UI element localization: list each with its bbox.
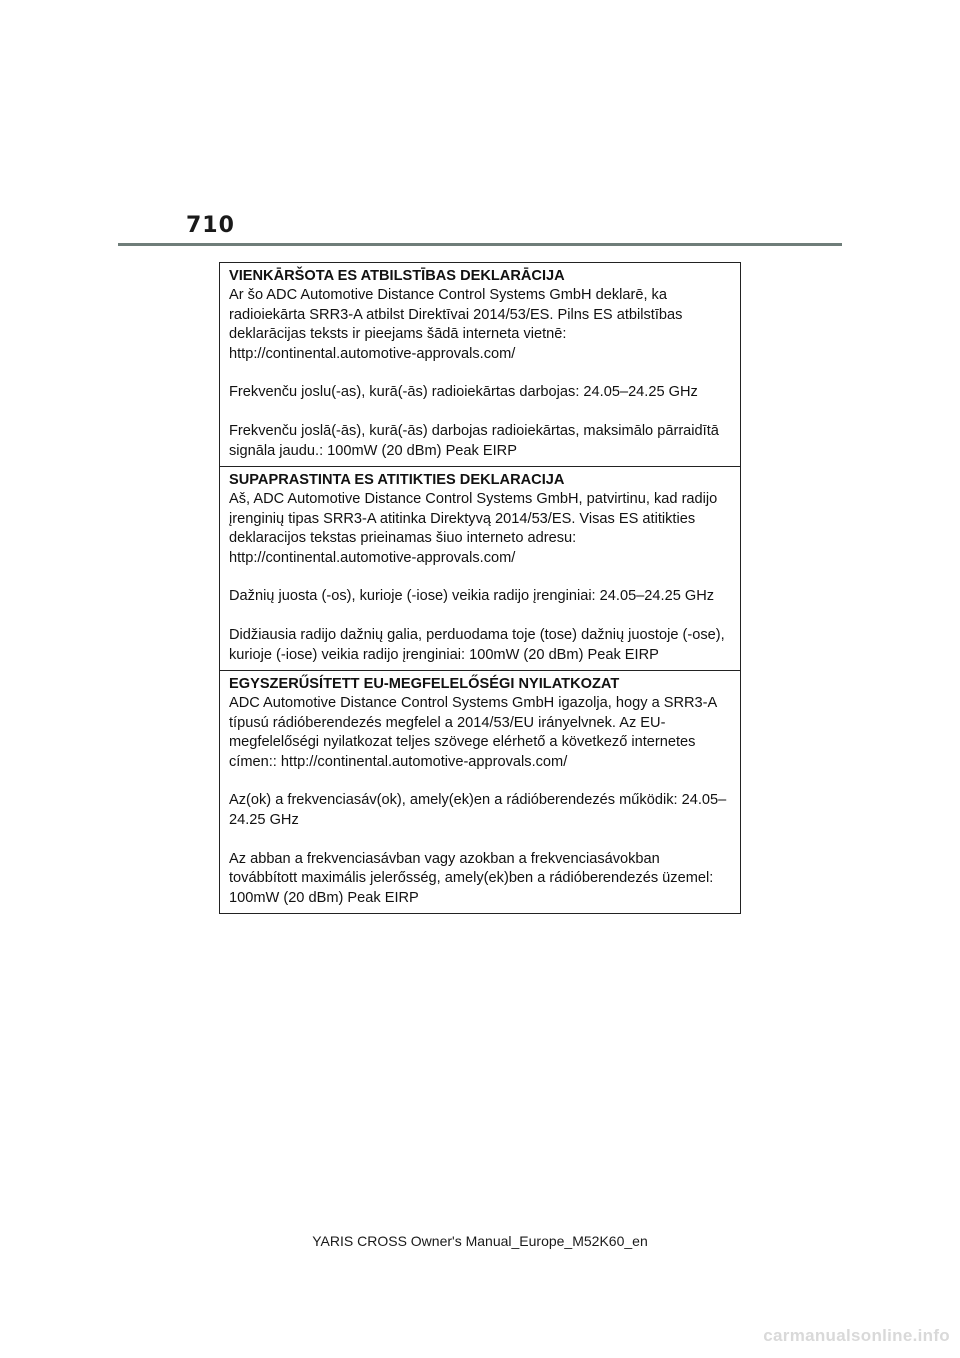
declaration-frequency: Az(ok) a frekvenciasáv(ok), amely(ek)en a rádióberendezés működik: 24.05–24.25 GHz <box>229 792 727 828</box>
declaration-body: ADC Automotive Distance Control Systems GmbH igazolja, hogy a SRR3-A típusú rádióberendezés megfelel a 2014/53/EU irányelvnek. Az EU-megfelelőségi nyilatkozat teljes szövege elérhető a következő internetes címen:: http://continental.automotive-approvals.com/ <box>229 695 717 770</box>
declaration-frequency: Dažnių juosta (-os), kurioje (-iose) veikia radijo įrenginiai: 24.05–24.25 GHz <box>229 588 715 605</box>
declaration-power: Frekvenču joslā(-ās), kurā(-ās) darbojas radioiekārtas, maksimālo pārraidītā signāla jaudu.: 100mW (20 dBm) Peak EIRP <box>229 423 719 459</box>
watermark: carmanualsonline.info <box>763 1326 950 1345</box>
declaration-lithuanian <box>220 467 740 671</box>
declaration-title: SUPAPRASTINTA ES ATITIKTIES DEKLARACIJA <box>229 472 565 489</box>
declaration-frequency: Frekvenču joslu(-as), kurā(-ās) radioiekārtas darbojas: 24.05–24.25 GHz <box>229 384 698 401</box>
declaration-title: VIENKĀRŠOTA ES ATBILSTĪBAS DEKLARĀCIJA <box>229 268 565 284</box>
header-rule <box>118 243 842 246</box>
declaration-power: Didžiausia radijo dažnių galia, perduodama toje (tose) dažnių juostoje (-ose), kurioje (-iose) veikia radijo įrenginiai: 100mW (20 dBm) Peak EIRP <box>229 627 725 663</box>
declaration-hungarian <box>220 671 740 913</box>
declaration-title: EGYSZERŰSÍTETT EU-MEGFELELŐSÉGI NYILATKOZAT <box>229 676 620 693</box>
page-footer: YARIS CROSS Owner's Manual_Europe_M52K60_en <box>312 1233 648 1249</box>
declaration-body: Ar šo ADC Automotive Distance Control Systems GmbH deklarē, ka radioiekārta SRR3-A atbilst Direktīvai 2014/53/ES. Pilns ES atbilstības deklarācijas teksts ir pieejams šādā interneta vietnē: http://continental.automotive-approvals.com/ <box>229 287 683 362</box>
declaration-body: Aš, ADC Automotive Distance Control Systems GmbH, patvirtinu, kad radijo įrenginių tipas SRR3-A atitinka Direktyvą 2014/53/ES. Visas ES atitikties deklaracijos tekstas prieinamas šiuo interneto adresu: http://continental.automotive-approvals.com/ <box>229 491 718 566</box>
declaration-latvian <box>220 263 740 467</box>
declaration-power: Az abban a frekvenciasávban vagy azokban a frekvenciasávokban továbbított maximális jelerősség, amely(ek)ben a rádióberendezés üzemel: 100mW (20 dBm) Peak EIRP <box>229 850 714 906</box>
declarations-table <box>219 262 741 914</box>
page-number: 710 <box>186 213 235 238</box>
